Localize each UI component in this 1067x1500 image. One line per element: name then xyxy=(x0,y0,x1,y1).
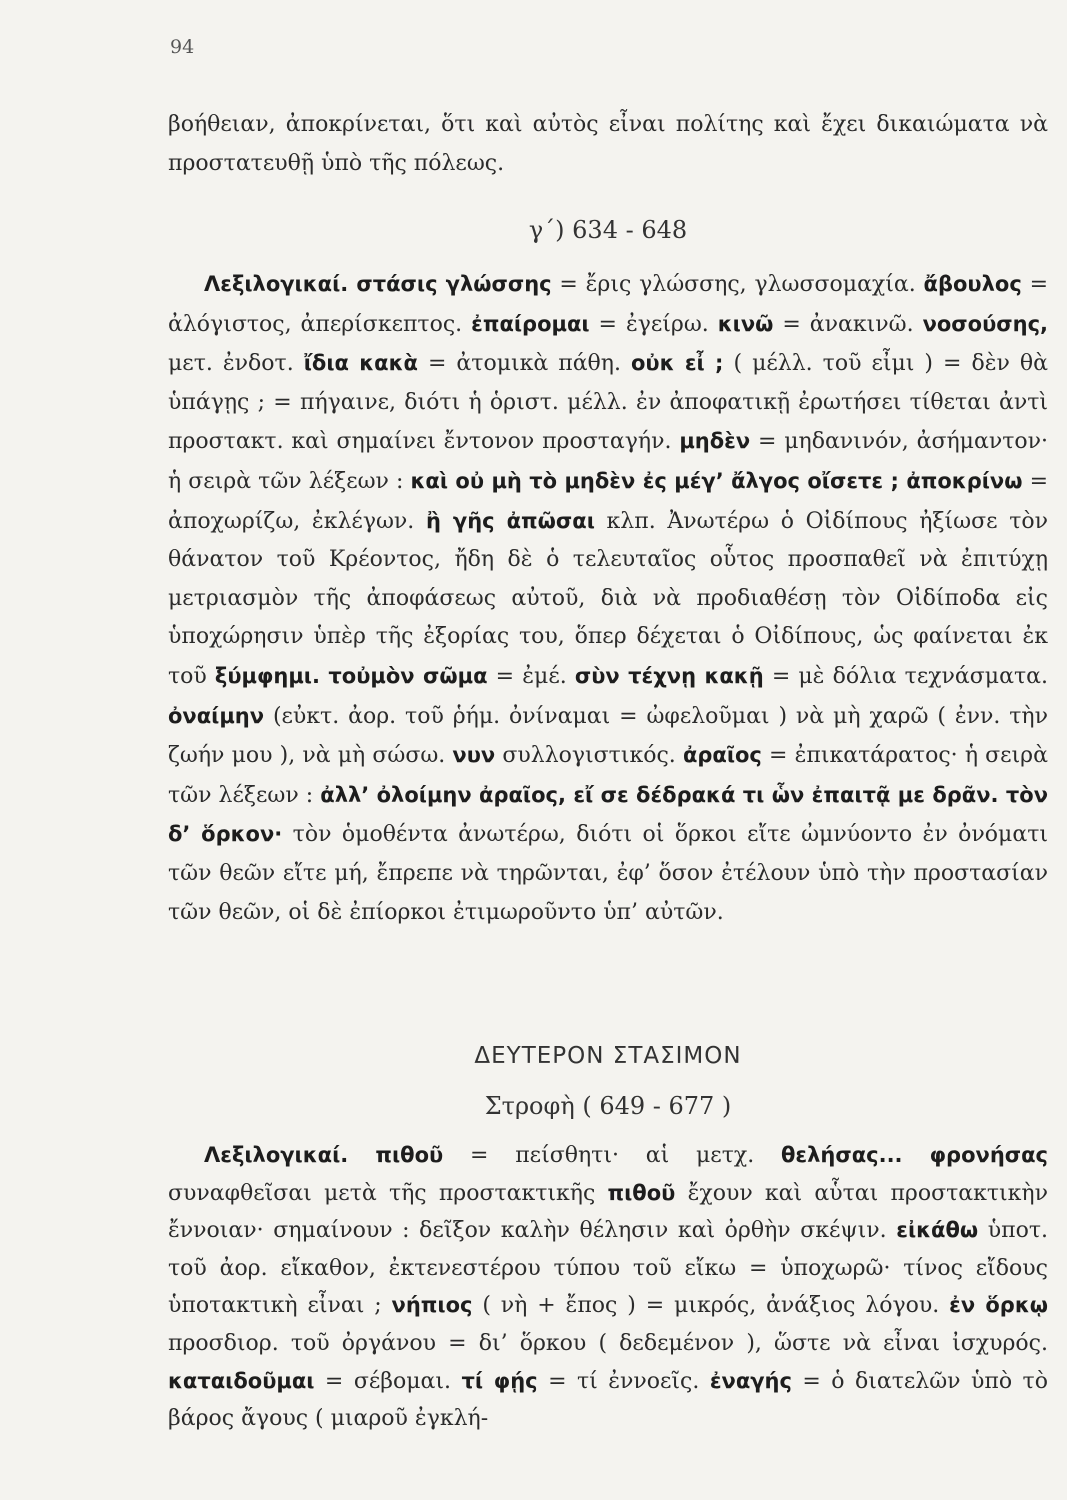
definition-text: = ὁ διατελῶν ὑπὸ τὸ βάρος ἄγους ( μιαροῦ ἐγκλή- xyxy=(168,1368,1048,1432)
definition-text: ( μέλλ. τοῦ εἶμι ) = δὲν θὰ ὑπάγῃς ; = πήγαινε, διότι ἡ ὁριστ. μέλλ. ἐν ἀποφατικῇ ἐρωτήσει τίθεται ἀντὶ προστακτ. καὶ σημαίνει ἔντονον προσταγήν. xyxy=(168,351,1048,455)
headword: ἀλλ’ ὀλοίμην ἀραῖος, εἴ σε δέδρακά τι ὧν ἐπαιτᾷ με δρᾶν. τὸν δ’ ὅρκον· xyxy=(168,782,1049,847)
glossary-paragraph xyxy=(168,1137,1048,1438)
definition-text: συναφθεῖσαι μετὰ τῆς προστακτικῆς xyxy=(168,1180,608,1206)
headword: στάσις γλώσσης xyxy=(356,272,552,296)
headword: ἄβουλος xyxy=(923,272,1022,296)
definition-text: = τί ἐννοεῖς. xyxy=(537,1368,710,1394)
glossary-section-1 xyxy=(168,265,1048,932)
stasimon-heading: ΔΕΥΤΕΡΟΝ ΣΤΑΣΙΜΟΝ xyxy=(474,1043,742,1069)
definition-text: = μηδανινόν, ἀσήμαντον· ἡ σειρὰ τῶν λέξεων : xyxy=(168,429,1048,494)
intro-paragraph xyxy=(168,106,1048,183)
headword: σὺν τέχνῃ κακῇ xyxy=(574,663,764,688)
definition-text: = ἀλόγιστος, ἀπερίσκεπτος. xyxy=(168,272,1049,337)
definition-text: κλπ. Ἀνωτέρω ὁ Οἰδίπους ἠξίωσε τὸν θάνατον τοῦ Κρέοντος, ἤδη δὲ ὁ τελευταῖος οὗτος προσπαθεῖ νὰ ἐπιτύχῃ μετριασμὸν τῆς ἀποφάσεως αὐτοῦ, διὰ νὰ προδιαθέσῃ τὸν Οἰδίποδα εἰς ὑποχώρησιν ὑπὲρ τῆς ἐξορίας του, ὅπερ δέχεται ὁ Οἰδίπους, ὡς φαίνεται ἐκ τοῦ xyxy=(168,508,1048,689)
glossary-paragraph xyxy=(168,265,1048,932)
headword: ἐν ὅρκῳ xyxy=(949,1293,1048,1318)
glossary-section-2 xyxy=(168,1137,1048,1438)
headword: μηδὲν xyxy=(679,429,751,454)
definition-text: ὑποτ. τοῦ ἀορ. εἴκαθον, ἐκτενεστέρου τύπου τοῦ εἴκω = ὑποχωρῶ· τίνος εἴδους ὑποτακτικὴ εἶναι ; xyxy=(168,1218,1048,1319)
headword: Λεξιλογικαί. xyxy=(204,1143,376,1167)
headword: οὐκ εἶ ; xyxy=(631,351,724,376)
definition-text: (εὐκτ. ἀορ. τοῦ ῥήμ. ὀνίναμαι = ὠφελοῦμαι ) νὰ μὴ χαρῶ ( ἐνν. τὴν ζωήν μου ), νὰ μὴ σώσω. xyxy=(168,703,1048,769)
headword: νοσούσης, xyxy=(922,311,1048,336)
definition-text: = ἀποχωρίζω, ἐκλέγων. xyxy=(168,468,1049,534)
headword: νήπιος xyxy=(391,1293,473,1318)
headword: πιθοῦ xyxy=(607,1180,676,1205)
headword: πιθοῦ xyxy=(375,1143,444,1167)
headword: καὶ οὐ μὴ τὸ μηδὲν ἐς μέγ’ ἄλγος οἴσετε ; ἀποκρίνω xyxy=(410,468,1023,493)
headword: ἴδια κακὰ xyxy=(303,351,418,376)
strophe-heading: Στροφὴ ( 649 - 677 ) xyxy=(484,1092,732,1120)
definition-text: = ἀτομικὰ πάθη. xyxy=(417,351,631,377)
headword: τί φῄς xyxy=(461,1368,538,1393)
headword: εἰκάθω xyxy=(896,1218,979,1243)
headword: καταιδοῦμαι xyxy=(168,1368,315,1393)
headword: ἢ γῆς ἀπῶσαι xyxy=(425,508,595,533)
definition-text: = πείσθητι· αἱ μετχ. xyxy=(443,1143,781,1168)
definition-text: ( νὴ + ἔπος ) = μικρός, ἀνάξιος λόγου. xyxy=(472,1293,950,1319)
definition-text: = σέβομαι. xyxy=(314,1368,462,1394)
intro-text: βοήθειαν, ἀποκρίνεται, ὅτι καὶ αὐτὸς εἶναι πολίτης καὶ ἔχει δικαιώματα νὰ προστατευθῇ ὑπὸ τῆς πόλεως. xyxy=(168,112,1048,176)
definition-text: = ἀνακινῶ. xyxy=(773,311,923,337)
definition-text: = ἐπικατάρατος· ἡ σειρὰ τῶν λέξεων : xyxy=(168,743,1048,808)
headword: ἀραῖος xyxy=(682,743,762,768)
definition-text: συλλογιστικός. xyxy=(495,743,683,769)
definition-text: ἔχουν καὶ αὗται προστακτικὴν ἔννοιαν· σημαίνουν : δεῖξον καλὴν θέλησιν καὶ ὀρθὴν σκέψιν. xyxy=(168,1180,1048,1244)
headword: θελήσας... φρονήσας xyxy=(781,1143,1049,1167)
definition-text: = ἐγείρω. xyxy=(589,311,718,337)
headword: Λεξιλογικαί. xyxy=(204,272,357,296)
headword: ξύμφημι. τοὐμὸν σῶμα xyxy=(214,663,488,688)
headword: ἐναγής xyxy=(709,1368,792,1393)
definition-text: = ἔρις γλώσσης, γλωσσομαχία. xyxy=(551,272,924,297)
definition-text: μετ. ἐνδοτ. xyxy=(168,351,304,377)
headword: κινῶ xyxy=(717,311,774,336)
headword: νυν xyxy=(452,743,496,768)
headword: ἐπαίρομαι xyxy=(471,311,590,336)
headword: ὀναίμην xyxy=(168,703,265,728)
definition-text: = μὲ δόλια τεχνάσματα. xyxy=(763,663,1048,689)
page-number: 94 xyxy=(170,36,195,58)
definition-text: = ἐμέ. xyxy=(487,663,575,689)
section-heading-verse-range: γ΄) 634 - 648 xyxy=(528,216,688,244)
definition-text: προσδιορ. τοῦ ὀργάνου = δι’ ὅρκου ( δεδεμένον ), ὥστε νὰ εἶναι ἰσχυρός. xyxy=(168,1330,1048,1356)
definition-text: τὸν ὁμοθέντα ἀνωτέρω, διότι οἱ ὅρκοι εἴτε ὠμνύοντο ἐν ὀνόματι τῶν θεῶν εἴτε μή, ἔπρεπε νὰ τηρῶνται, ἐφ’ ὅσον ἐτέλουν ὑπὸ τὴν προστασίαν τῶν θεῶν, οἱ δὲ ἐπίορκοι ἐτιμωροῦντο ὑπ’ αὐτῶν. xyxy=(168,822,1048,925)
